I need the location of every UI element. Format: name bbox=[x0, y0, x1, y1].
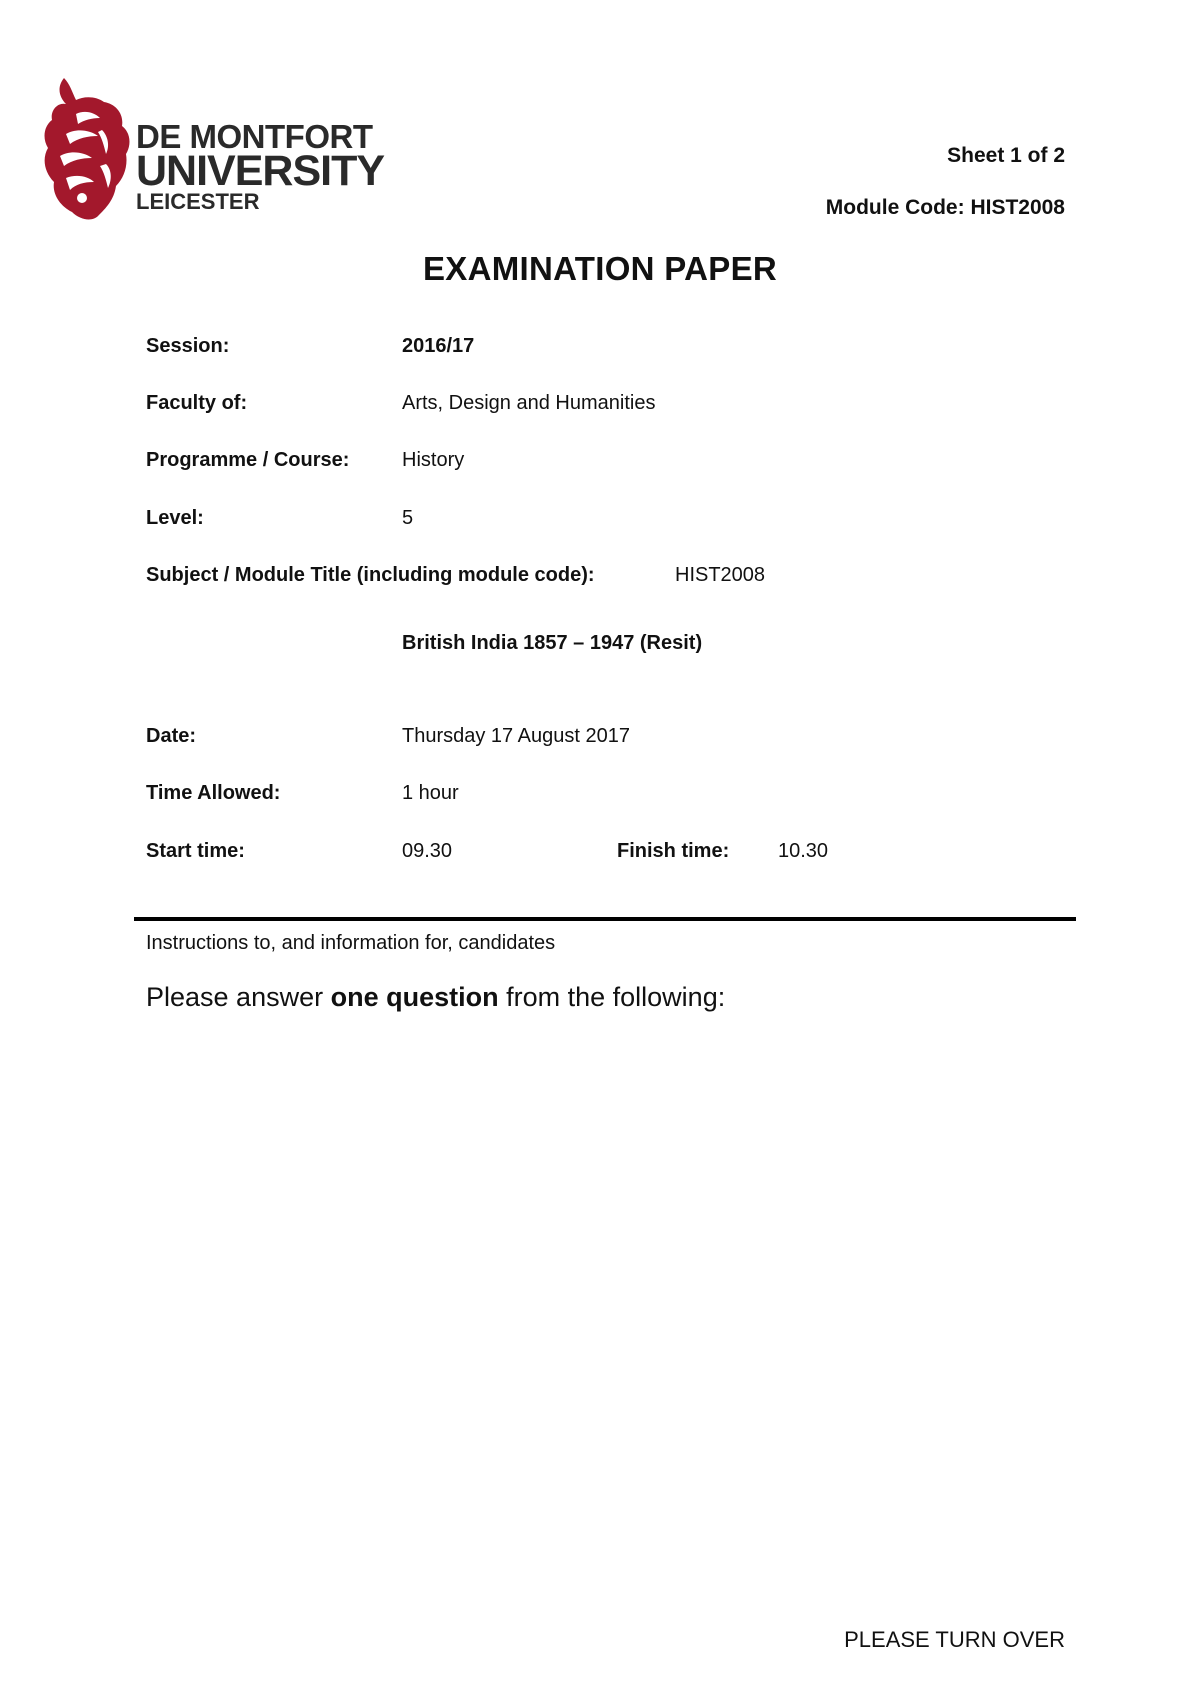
time-allowed-value: 1 hour bbox=[402, 782, 459, 804]
subject-value: HIST2008 bbox=[675, 564, 766, 586]
date-value: Thursday 17 August 2017 bbox=[402, 725, 630, 747]
module-title: British India 1857 – 1947 (Resit) bbox=[402, 632, 703, 654]
answer-instruction bbox=[146, 982, 725, 1013]
logo-text-university: UNIVERSITY bbox=[136, 147, 385, 195]
page-title: EXAMINATION PAPER bbox=[422, 250, 778, 287]
finish-time-label: Finish time: bbox=[617, 840, 730, 862]
divider bbox=[134, 917, 1076, 921]
instructions-heading: Instructions to, and information for, candidates bbox=[146, 932, 556, 954]
programme-label: Programme / Course: bbox=[146, 449, 350, 471]
sheet-number: Sheet 1 of 2 bbox=[947, 144, 1065, 167]
start-time-value: 09.30 bbox=[402, 840, 453, 862]
lion-crest-icon bbox=[36, 74, 136, 224]
answer-emphasis: one question bbox=[330, 982, 499, 1012]
finish-time-value: 10.30 bbox=[778, 840, 829, 862]
logo-text-de-montfort: DE MONTFORT bbox=[136, 118, 373, 155]
subject-label: Subject / Module Title (including module code): bbox=[146, 564, 595, 586]
module-code bbox=[826, 196, 1065, 220]
faculty-value: Arts, Design and Humanities bbox=[402, 392, 656, 414]
date-label: Date: bbox=[146, 725, 197, 747]
programme-value: History bbox=[402, 449, 465, 471]
session-value: 2016/17 bbox=[402, 335, 475, 357]
level-value: 5 bbox=[402, 507, 414, 529]
please-turn-over: PLEASE TURN OVER bbox=[844, 1627, 1065, 1652]
session-label: Session: bbox=[146, 335, 230, 357]
university-logo bbox=[36, 74, 396, 224]
logo-text-leicester: LEICESTER bbox=[136, 189, 260, 214]
time-allowed-label: Time Allowed: bbox=[146, 782, 281, 804]
faculty-label: Faculty of: bbox=[146, 392, 248, 414]
module-code-label: Module Code: bbox=[825, 196, 965, 219]
module-code-value: HIST2008 bbox=[970, 196, 1065, 219]
start-time-label: Start time: bbox=[146, 840, 245, 862]
level-label: Level: bbox=[146, 507, 204, 529]
answer-suffix: from the following: bbox=[498, 982, 726, 1012]
answer-prefix: Please answer bbox=[146, 982, 331, 1012]
